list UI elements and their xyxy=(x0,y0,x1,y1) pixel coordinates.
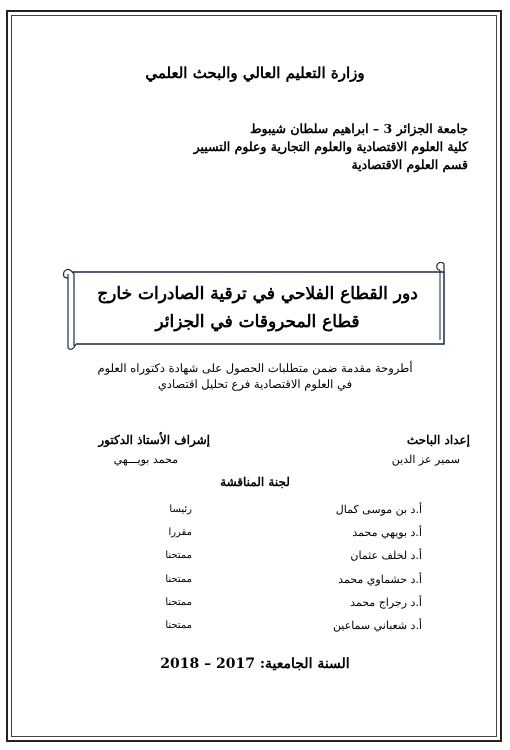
committee-member-name: أ.د بويهي محمد xyxy=(352,526,422,539)
committee-member-name: أ.د شعباني سماعين xyxy=(332,619,422,632)
university-name: جامعة الجزائر 3 – ابراهيم سلطان شيبوط xyxy=(249,121,468,136)
committee-member-name: أ.د حشماوي محمد xyxy=(338,573,422,586)
committee-member-role: ممتحنا xyxy=(165,550,192,561)
committee-member-role: ممتحنا xyxy=(165,620,192,631)
department-name: قسم العلوم الاقتصادية xyxy=(351,157,468,172)
title-scroll-frame xyxy=(60,262,450,350)
committee-member-name: أ.د رجراج محمد xyxy=(350,596,422,609)
title-line-1: دور القطاع الفلاحي في ترقية الصادرات خارج xyxy=(97,284,418,304)
institution-block xyxy=(194,120,468,174)
faculty-name: كلية العلوم الاقتصادية والعلوم التجارية وعلوم التسيير xyxy=(193,139,468,154)
committee-member-role: ممتحنا xyxy=(165,597,192,608)
academic-year: السنة الجامعية: 2017 – 2018 xyxy=(160,656,350,672)
supervisor-name: محمد بويـــهي xyxy=(113,453,178,466)
ministry-heading: وزارة التعليم العالي والبحث العلمي xyxy=(145,64,365,82)
committee-member-role: مقررا xyxy=(168,527,192,538)
title-line-2: قطاع المحروقات في الجزائر xyxy=(155,312,360,332)
committee-member-name: أ.د بن موسى كمال xyxy=(335,503,422,516)
committee-member-role: ممتحنا xyxy=(165,574,192,585)
supervisor-label: إشراف الأستاذ الدكتور xyxy=(98,433,210,447)
committee-member-role: رئيسا xyxy=(169,504,192,515)
thesis-description xyxy=(0,360,510,392)
author-label: إعداد الباحث xyxy=(406,433,470,447)
committee-member-name: أ.د لخلف عثمان xyxy=(350,549,422,562)
committee-title: لجنة المناقشة xyxy=(220,475,290,489)
thesis-line-1: أطروحة مقدمة ضمن متطلبات الحصول على شهادة دكتوراه العلوم xyxy=(97,361,413,375)
author-name: سمير عز الدين xyxy=(391,453,460,466)
thesis-line-2: في العلوم الاقتصادية فرع تحليل اقتصادي xyxy=(157,377,353,391)
